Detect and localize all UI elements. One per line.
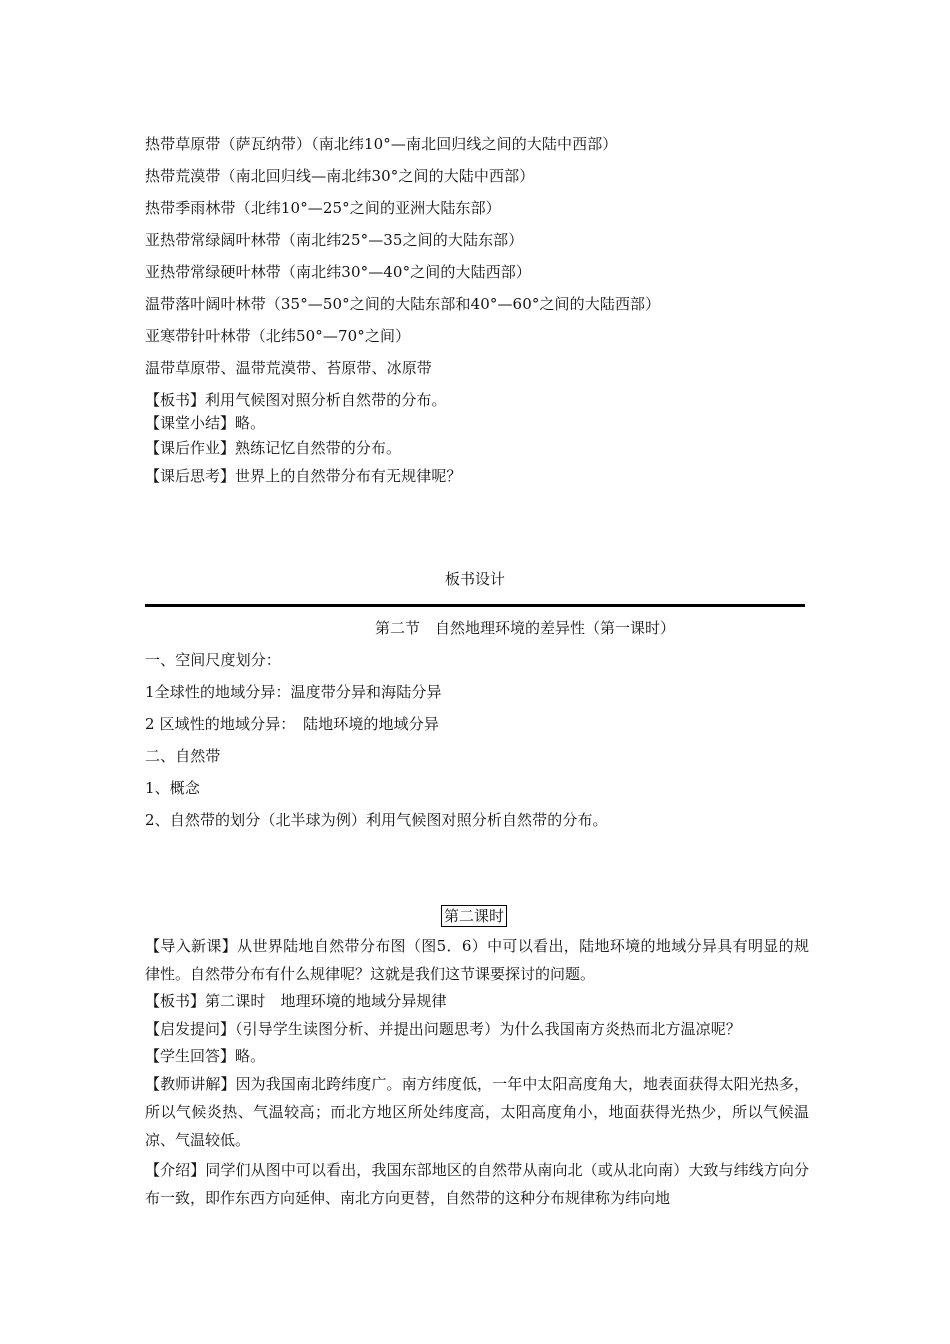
- outline-item: 1全球性的地域分异：温度带分异和海陆分异: [145, 683, 442, 701]
- paragraph-text: （引导学生读图分析、并提出问题思考）为什么我国南方炎热而北方温凉呢？: [235, 1020, 741, 1038]
- note-tag: 【板书】: [145, 391, 206, 409]
- zone-line: 热带草原带（萨瓦纳带）（南北纬10°—南北回归线之间的大陆中西部）: [145, 135, 618, 153]
- zone-line: 亚热带常绿阔叶林带（南北纬25°—35之间的大陆东部）: [145, 231, 524, 249]
- note-tag: 【课后思考】: [145, 467, 236, 485]
- outline-item: 2 区域性的地域分异： 陆地环境的地域分异: [145, 715, 439, 733]
- paragraph-tag: 【导入新课】: [145, 937, 238, 955]
- note-text: 世界上的自然带分布有无规律呢？: [235, 467, 462, 485]
- paragraph-tag: 【学生回答】: [145, 1047, 236, 1065]
- zone-line: 亚寒带针叶林带（北纬50°—70°之间）: [145, 327, 411, 345]
- zone-line: 温带草原带、温带荒漠带、苔原带、冰原带: [145, 359, 432, 377]
- note-blackboard: [145, 390, 447, 410]
- note-tag: 【课后作业】: [145, 439, 236, 457]
- paragraph-tag: 【板书】: [145, 992, 206, 1010]
- board-design-heading: 板书设计: [444, 570, 505, 588]
- lesson-paragraph-lecture: [145, 1070, 809, 1154]
- note-text: 略。: [235, 414, 266, 432]
- paragraph-tag: 【启发提问】: [145, 1020, 236, 1038]
- paragraph-tag: 【教师讲解】: [145, 1075, 236, 1093]
- outline-item: 1、概念: [145, 779, 200, 797]
- paragraph-text: 从世界陆地自然带分布图（图5．6）中可以看出，陆地环境的地域分异具有明显的规律性。自然带分布有什么规律呢？这就是我们这节课要探讨的问题。: [145, 937, 809, 983]
- zone-line: 温带落叶阔叶林带（35°—50°之间的大陆东部和40°—60°之间的大陆西部）: [145, 295, 661, 313]
- note-homework: [145, 438, 401, 458]
- paragraph-text: 同学们从图中可以看出，我国东部地区的自然带从南向北（或从北向南）大致与纬线方向分布一致，即作东西方向延伸、南北方向更替，自然带的这种分布规律称为纬向地: [145, 1161, 809, 1207]
- lesson-paragraph-introduction: [145, 1156, 809, 1212]
- paragraph-tag: 【介绍】: [145, 1161, 206, 1179]
- zone-line: 亚热带常绿硬叶林带（南北纬30°—40°之间的大陆西部）: [145, 263, 531, 281]
- outline-item: 2、自然带的划分（北半球为例）利用气候图对照分析自然带的分布。: [145, 811, 608, 829]
- lesson-paragraph-intro: [145, 932, 809, 988]
- section-title: 第二节 自然地理环境的差异性（第一课时）: [375, 619, 676, 637]
- outline-item: 二、自然带: [145, 747, 221, 765]
- lesson-paragraph-question: [145, 1019, 741, 1039]
- zone-line: 热带季雨林带（北纬10°—25°之间的亚洲大陆东部）: [145, 199, 501, 217]
- paragraph-text: 因为我国南北跨纬度广。南方纬度低，一年中太阳高度角大，地表面获得太阳光热多，所以气候炎热、气温较高；而北方地区所处纬度高，太阳高度角小，地面获得光热少，所以气候温凉、气温较低。: [145, 1075, 809, 1149]
- note-text: 利用气候图对照分析自然带的分布。: [205, 391, 447, 409]
- note-text: 熟练记忆自然带的分布。: [235, 439, 402, 457]
- zone-line: 热带荒漠带（南北回归线—南北纬30°之间的大陆中西部）: [145, 167, 535, 185]
- note-reflection: [145, 466, 462, 486]
- second-lesson-title: 第二课时: [441, 905, 507, 927]
- paragraph-text: 第二课时 地理环境的地域分异规律: [205, 992, 447, 1010]
- note-summary: [145, 413, 265, 433]
- lesson-paragraph-board: [145, 991, 447, 1011]
- note-tag: 【课堂小结】: [145, 414, 236, 432]
- heading-divider: [145, 604, 805, 607]
- lesson-paragraph-answer: [145, 1046, 265, 1066]
- outline-item: 一、空间尺度划分：: [145, 651, 281, 669]
- paragraph-text: 略。: [235, 1047, 266, 1065]
